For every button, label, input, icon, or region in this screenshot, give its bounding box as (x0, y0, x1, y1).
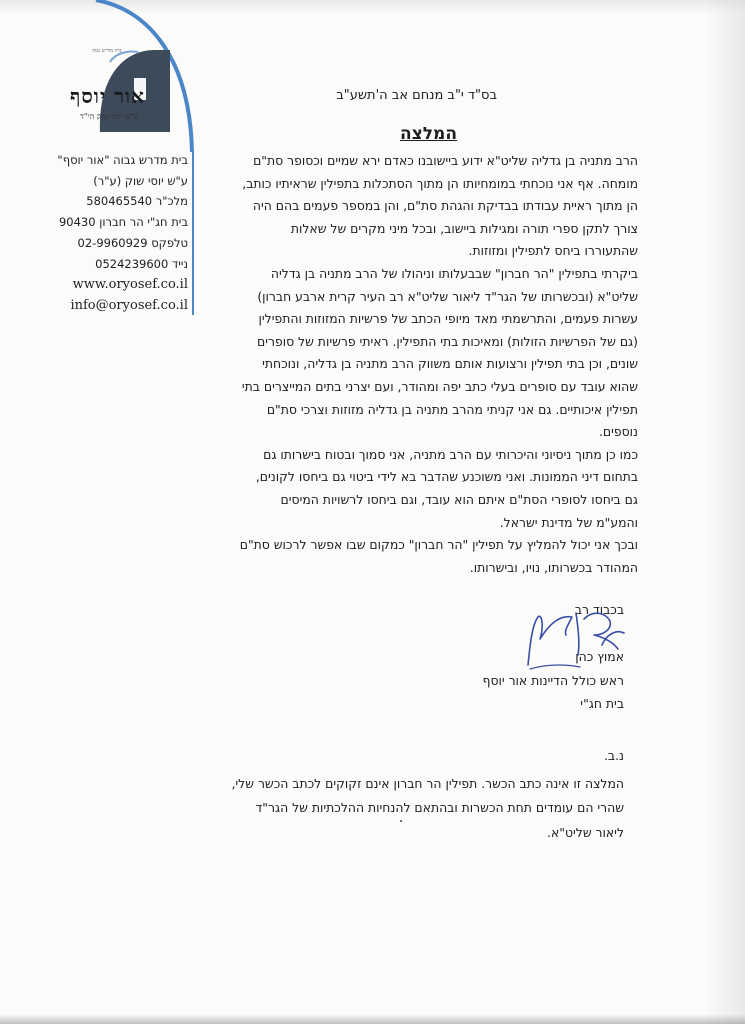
website-link[interactable]: www.oryosef.co.il (72, 277, 188, 293)
email-link[interactable]: info@oryosef.co.il (70, 298, 188, 314)
postscript-line: המלצה זו אינה כתב הכשר. תפילין הר חברון אינם זקוקים לכתב הכשר שלי, (231, 775, 624, 791)
body-line: בתחום דיני הממונות. ואני משוכנע שהדבר בא לידי ביטוי גם ביחסו לקונים, (255, 469, 638, 485)
body-line: והמע"מ של מדינת ישראל. (499, 514, 638, 530)
scan-right-shadow (705, 0, 745, 1024)
contact-line: מלכ"ר 580465540 (86, 194, 188, 209)
body-line: עשרות פעמים, והתרשמתי מאד מיופי הכתב של פרשיות המזוזות והתפילין (258, 311, 638, 327)
body-line: כמו כן מתוך ניסיוני והיכרותי עם הרב מתניה, אני סמוך ובטוח בישרותו גם (263, 446, 638, 462)
postscript-label: נ.ב. (603, 748, 624, 763)
body-line: גם ביחסו לסופרי הסת"ם איתם הוא עובד, וגם ביחסו לרשויות המיסים (280, 491, 638, 507)
signer-title: ראש כולל הדיינות אור יוסף (482, 672, 624, 688)
contact-line: נייד 0524239600 (95, 256, 188, 271)
body-line: נוספים. (598, 424, 638, 440)
closing-line: בכבוד רב (574, 602, 624, 617)
body-line: שהוא עובד עם סופרים בעלי כתב יפה ומהודר, ועם יצרני בתים המייצרים בתי (241, 378, 638, 394)
body-line: (גם של הפרשיות הזולות) ומאיכות בתי התפילין. ראיתי פרשיות של סופרים (256, 333, 638, 349)
body-line: המהודר בכשרותו, נויו, ובישרותו. (469, 559, 638, 575)
letterhead-sidebar-rule (192, 150, 194, 315)
contact-line: בית מדרש גבוה "אור יוסף" (57, 153, 188, 167)
logo-subtitle: ע"ש יוסי שוק הי"ד (80, 112, 139, 121)
body-line: מומחה. אף אני נוכחתי במומחיותו הן מתוך הסתכלות בתפילין שראיתיו כותב, (242, 175, 638, 191)
scan-bottom-shadow (0, 1014, 745, 1024)
postscript-line: שהרי הם עומדים תחת הכשרות ובהתאם להנחיות ההלכתיות של הגר"ד (255, 800, 624, 815)
body-line: שהתעוררו ביחס לתפילין ומזוזות. (468, 243, 638, 259)
body-line: ביקרתי בתפילין "הר חברון" שבבעלותו וניהולו של הרב מתניה בן גדליה (270, 265, 638, 281)
logo-name: אור יוסף (70, 84, 145, 108)
postscript-line: ליאור שליט"א. (547, 824, 624, 840)
body-line: הרב מתניה בן גדליה שליט"א ידוע ביישובנו כאדם ירא שמיים וכסופר סת"ם (253, 153, 638, 168)
letter-date: בס"ד י"ב מנחם אב ה'תשע"ב (336, 88, 497, 103)
signer-name: אמוץ כהן (575, 649, 624, 664)
contact-block (38, 150, 188, 316)
letter-title: המלצה (400, 124, 458, 144)
body-line: ובכך אני יכול להמליץ על תפילין "הר חברון" כמקום שבו אפשר לרכוש סת"ם (239, 537, 638, 553)
body-line: הן מתוך ראיית עבודתו בבדיקת והגהת סת"ם, והן במספר פעמים בהם היה (252, 198, 638, 214)
signer-location: בית חג"י (580, 696, 624, 711)
body-line: שליט"א (ובכשרותו של הגר"ד ליאור שליט"א רב העיר קרית ארבע חברון) (257, 288, 638, 304)
postscript (231, 744, 624, 845)
handwritten-signature (520, 605, 630, 671)
contact-line: בית חג"י הר חברון 90430 (58, 215, 188, 230)
stray-mark (400, 820, 402, 822)
contact-line: ע"ש יוסי שוק (ע"ר) (93, 173, 188, 188)
contact-line: טלפקס 02-9960929 (77, 235, 188, 250)
body-line: תפילין איכותיים. גם אני קניתי מהרב מתניה בן גדליה מזוזות וצרכי סת"ם (266, 401, 638, 417)
body-line: שונים, וכן בתי תפילין ורצועות אותם משווק הרב מתניה בן גדליה, ונוכחתי (262, 356, 638, 372)
letter-body (228, 150, 638, 579)
body-line: צורך לתקן ספרי תורה ומגילות ביישוב, ובכל מיני מקרים של שאלות (290, 220, 638, 236)
logo-tagline: בית מדרש גבוה (92, 48, 122, 54)
